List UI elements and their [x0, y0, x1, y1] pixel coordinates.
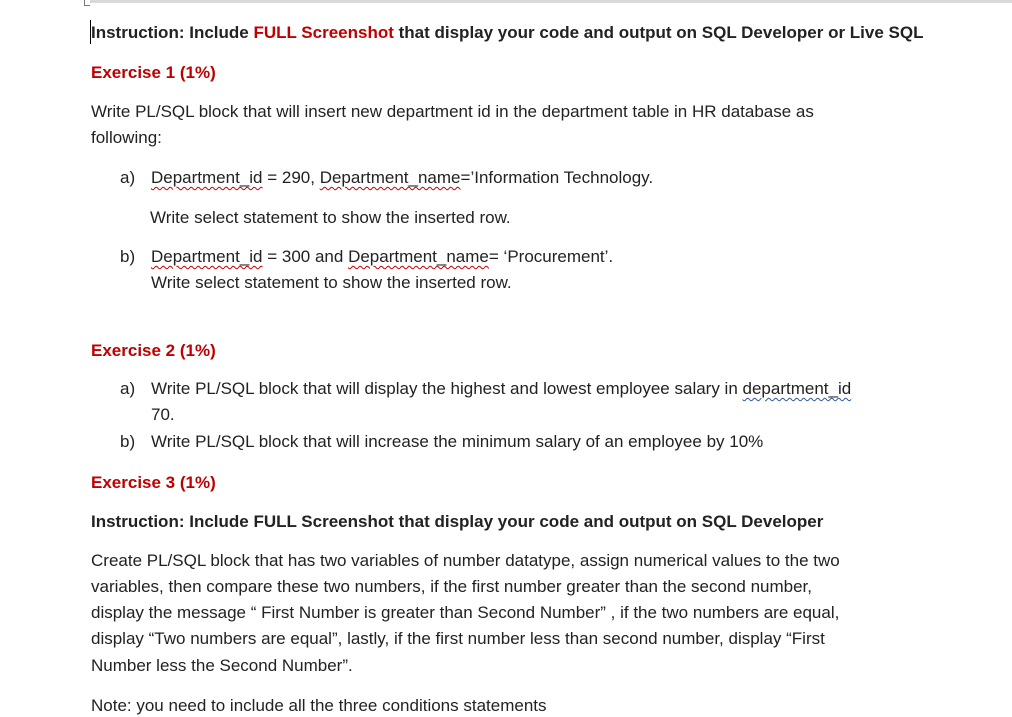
- ex2-a-department-id: department_id: [742, 379, 852, 398]
- instruction-suffix: that display your code and output on SQL Developer or Live SQL: [393, 23, 924, 42]
- b-department-name-term: Department_name: [348, 247, 489, 266]
- ex2-a-text: Write PL/SQL block that will display the highest and lowest employee salary in: [151, 379, 743, 398]
- exercise-3-paragraph-line-1: Create PL/SQL block that has two variables of number datatype, assign numerical values to the two: [91, 551, 840, 570]
- exercise-1-item-a: [151, 167, 653, 189]
- exercise-1-item-b: [151, 246, 613, 268]
- exercise-1-item-a-select: Write select statement to show the inserted row.: [150, 208, 511, 227]
- exercise-3-paragraph-line-3: display the message “ First Number is greater than Second Number” , if the two numbers are equal,: [91, 603, 840, 622]
- exercise-3-title: Exercise 3 (1%): [91, 473, 216, 492]
- exercise-3-paragraph-line-2: variables, then compare these two numbers, if the first number greater than the second number,: [91, 577, 812, 596]
- instruction-highlight: FULL Screenshot: [253, 23, 394, 42]
- exercise-2-item-b: Write PL/SQL block that will increase the minimum salary of an employee by 10%: [151, 432, 764, 451]
- b-value-text: = 300 and: [262, 247, 349, 266]
- exercise-3-note: Note: you need to include all the three conditions statements: [91, 696, 547, 715]
- exercise-1-title: Exercise 1 (1%): [91, 63, 216, 82]
- exercise-3-instruction: Instruction: Include FULL Screenshot that display your code and output on SQL Developer: [91, 512, 824, 531]
- exercise-3-paragraph-line-4: display “Two numbers are equal”, lastly, if the first number less than second number, display “First: [91, 629, 825, 648]
- exercise-1-item-b-select: Write select statement to show the inserted row.: [151, 273, 512, 292]
- exercise-1-item-a-marker: a): [120, 168, 136, 187]
- a-value-text: = 290,: [262, 168, 320, 187]
- a-name-value: =’Information Technology.: [460, 168, 654, 187]
- exercise-1-intro-line-2: following:: [91, 128, 162, 147]
- a-department-id-term: Department_id: [151, 168, 263, 187]
- instruction-prefix: Instruction: Include: [91, 23, 254, 42]
- exercise-1-intro-line-1: Write PL/SQL block that will insert new department id in the department table in HR database as: [91, 102, 814, 121]
- page-top-border: [84, 0, 1012, 3]
- exercise-2-item-a: [151, 378, 851, 400]
- exercise-1-item-b-marker: b): [120, 247, 136, 266]
- instruction-heading: [91, 22, 923, 44]
- a-department-name-term: Department_name: [319, 168, 461, 187]
- exercise-2-item-a-continuation: 70.: [151, 405, 175, 424]
- page-corner-mark: [84, 0, 90, 6]
- exercise-3-paragraph-line-5: Number less the Second Number”.: [91, 656, 353, 675]
- exercise-2-title: Exercise 2 (1%): [91, 341, 216, 360]
- exercise-2-item-b-marker: b): [120, 432, 136, 451]
- b-name-value: = ‘Procurement’.: [488, 247, 614, 266]
- b-department-id-term: Department_id: [151, 247, 263, 266]
- exercise-2-item-a-marker: a): [120, 379, 136, 398]
